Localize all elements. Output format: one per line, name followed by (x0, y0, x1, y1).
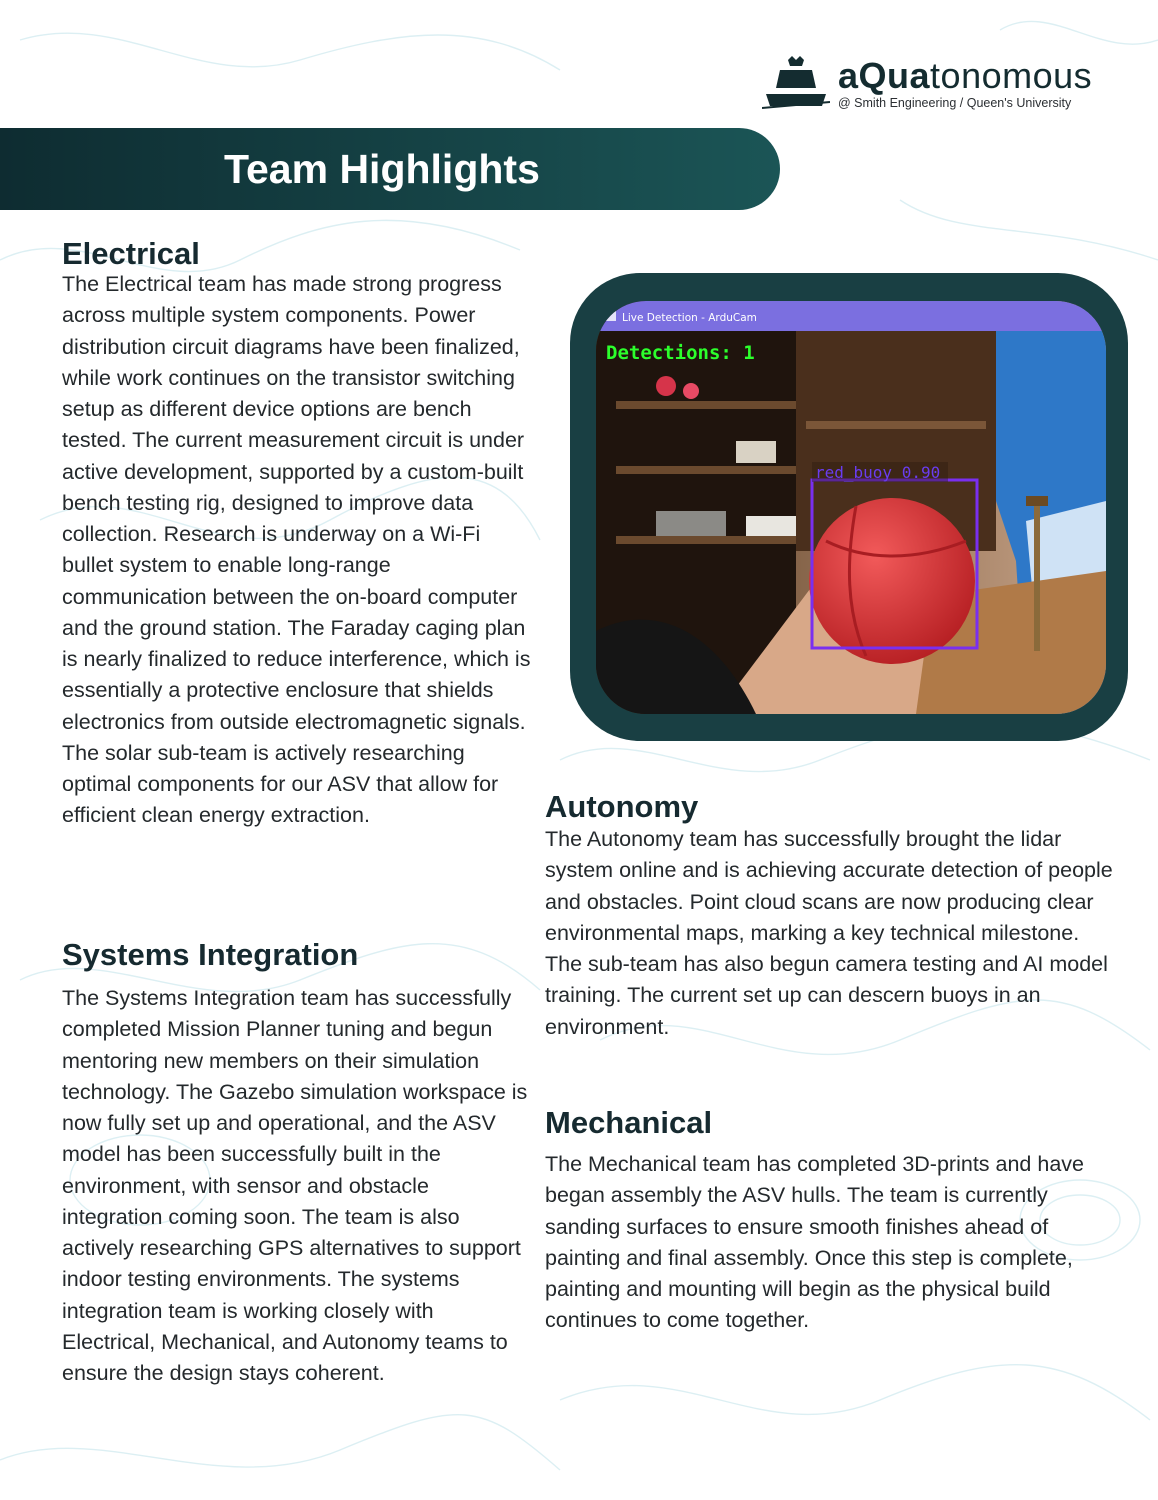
page-title: Team Highlights (224, 146, 540, 192)
section-body-electrical: The Electrical team has made strong progress across multiple system components. Power distribution circuit diagrams have been finalized, while work continues on the transistor switching setup as different device options are bench tested. The current measurement circuit is under active development, supported by a custom-built bench testing rig, designed to improve data collection. Research is underway on a Wi-Fi bullet system to enable long-range communication between the on-board computer and the ground station. The Faraday caging plan is nearly finalized to reduce interference, which is essentially a protective enclosure that shields electronics from outside electromagnetic signals. The solar sub-team is actively researching optimal components for our ASV that allow for efficient clean energy extraction. (62, 272, 531, 828)
section-electrical (62, 236, 532, 832)
red-buoy-object (809, 498, 975, 664)
detection-box-label: red_buoy 0.90 (815, 463, 941, 482)
aquatonomous-mascot-icon (762, 56, 830, 110)
brand-name: aQuatonomous (838, 55, 1093, 96)
section-autonomy (545, 789, 1115, 1043)
section-body-autonomy: The Autonomy team has successfully brought the lidar system online and is achieving accurate detection of people and obstacles. Point cloud scans are now producing clear environmental maps, marking a key technical milestone. The sub-team has also begun camera testing and AI model training. The current set up can descern buoys in an environment. (545, 827, 1113, 1039)
detection-photo-frame (570, 273, 1128, 741)
section-body-mechanical: The Mechanical team has completed 3D-prints and have began assembly the ASV hulls. The team is currently sanding surfaces to ensure smooth finishes ahead of painting and final assembly. Once this step is complete, painting and mounting will begin as the physical build continues to come together. (545, 1152, 1084, 1333)
brand-subtitle: @ Smith Engineering / Queen's University (838, 96, 1072, 110)
detections-count: Detections: 1 (606, 342, 755, 364)
section-heading-electrical: Electrical (62, 236, 200, 271)
section-heading-systems-integration: Systems Integration (62, 937, 359, 972)
section-heading-mechanical: Mechanical (545, 1105, 713, 1140)
section-heading-autonomy: Autonomy (545, 789, 699, 824)
section-mechanical (545, 1105, 1105, 1337)
section-body-systems-integration: The Systems Integration team has successfully completed Mission Planner tuning and begun mentoring new members on their simulation technology. The Gazebo simulation workspace is now fully set up and operational, and the ASV model has been successfully built in the environment, with sensor and obstacle integration coming soon. The team is also actively researching GPS alternatives to support indoor testing environments. The systems integration team is working closely with Electrical, Mechanical, and Autonomy teams to ensure the design stays coherent. (62, 986, 528, 1385)
section-systems-integration (62, 937, 532, 1389)
detection-screenshot (596, 301, 1106, 714)
app-icon (604, 311, 616, 321)
title-banner (0, 128, 780, 210)
brand-logo (762, 56, 1102, 116)
detection-scene-image (596, 301, 1106, 714)
window-title: Live Detection - ArduCam (622, 312, 757, 324)
